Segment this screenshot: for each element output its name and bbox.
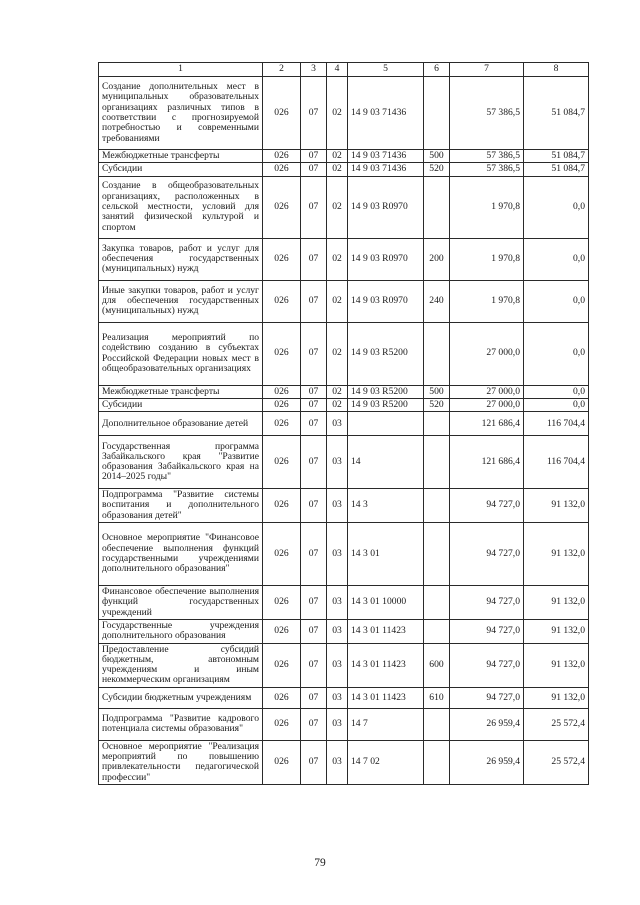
cell-pr: 02 (327, 77, 348, 150)
budget-table (98, 62, 589, 785)
budget-table-page (98, 62, 589, 785)
cell-grbs: 026 (263, 280, 301, 322)
cell-name: Субсидии бюджетным учреждениям (99, 687, 263, 708)
cell-rz: 07 (301, 436, 327, 489)
column-header: 1 (99, 63, 263, 77)
column-header: 2 (263, 63, 301, 77)
cell-csr: 14 9 03 R0970 (348, 176, 424, 238)
column-header: 5 (348, 63, 424, 77)
cell-csr: 14 9 03 R5200 (348, 385, 424, 398)
table-row (99, 176, 589, 238)
column-header: 6 (424, 63, 450, 77)
cell-grbs: 026 (263, 176, 301, 238)
cell-vr (424, 322, 450, 385)
table-row (99, 280, 589, 322)
cell-vr (424, 586, 450, 620)
table-row (99, 489, 589, 523)
cell-name: Подпрограмма "Развитие системы воспитания и дополнительного образования детей" (99, 489, 263, 523)
cell-grbs: 026 (263, 436, 301, 489)
cell-rz: 07 (301, 740, 327, 784)
cell-vr (424, 436, 450, 489)
cell-name: Предоставление субсидий бюджетным, автономным учреждениям и иным некоммерческим организациям (99, 643, 263, 687)
cell-grbs: 026 (263, 385, 301, 398)
cell-grbs: 026 (263, 708, 301, 740)
cell-sum2: 0,0 (524, 238, 589, 280)
column-header: 7 (450, 63, 524, 77)
cell-sum1: 94 727,0 (450, 489, 524, 523)
cell-grbs: 026 (263, 412, 301, 436)
cell-grbs: 026 (263, 398, 301, 411)
cell-sum2: 91 132,0 (524, 643, 589, 687)
cell-csr: 14 3 01 11423 (348, 643, 424, 687)
cell-pr: 02 (327, 150, 348, 163)
table-row (99, 163, 589, 176)
table-row (99, 619, 589, 643)
cell-vr: 200 (424, 238, 450, 280)
cell-pr: 03 (327, 708, 348, 740)
table-row (99, 436, 589, 489)
cell-rz: 07 (301, 489, 327, 523)
cell-sum2: 0,0 (524, 322, 589, 385)
cell-rz: 07 (301, 322, 327, 385)
cell-pr: 03 (327, 643, 348, 687)
cell-sum1: 94 727,0 (450, 619, 524, 643)
table-row (99, 150, 589, 163)
table-row (99, 643, 589, 687)
table-row (99, 385, 589, 398)
cell-csr (348, 412, 424, 436)
cell-sum2: 0,0 (524, 280, 589, 322)
cell-sum2: 91 132,0 (524, 619, 589, 643)
cell-sum2: 91 132,0 (524, 586, 589, 620)
cell-grbs: 026 (263, 687, 301, 708)
cell-rz: 07 (301, 398, 327, 411)
cell-vr (424, 77, 450, 150)
cell-sum1: 94 727,0 (450, 586, 524, 620)
table-row (99, 708, 589, 740)
table-row (99, 322, 589, 385)
cell-pr: 02 (327, 322, 348, 385)
cell-csr: 14 9 03 71436 (348, 163, 424, 176)
cell-sum1: 26 959,4 (450, 708, 524, 740)
cell-sum1: 27 000,0 (450, 322, 524, 385)
table-row (99, 77, 589, 150)
cell-rz: 07 (301, 643, 327, 687)
cell-sum2: 91 132,0 (524, 687, 589, 708)
cell-vr: 500 (424, 385, 450, 398)
table-row (99, 398, 589, 411)
cell-grbs: 026 (263, 322, 301, 385)
cell-csr: 14 3 01 (348, 523, 424, 586)
cell-sum1: 26 959,4 (450, 740, 524, 784)
cell-pr: 03 (327, 489, 348, 523)
cell-pr: 02 (327, 163, 348, 176)
cell-rz: 07 (301, 523, 327, 586)
cell-grbs: 026 (263, 523, 301, 586)
table-row (99, 412, 589, 436)
cell-vr (424, 523, 450, 586)
table-row (99, 586, 589, 620)
cell-sum2: 116 704,4 (524, 436, 589, 489)
cell-name: Дополнительное образование детей (99, 412, 263, 436)
cell-grbs: 026 (263, 163, 301, 176)
cell-rz: 07 (301, 586, 327, 620)
cell-csr: 14 3 01 10000 (348, 586, 424, 620)
cell-csr: 14 (348, 436, 424, 489)
cell-vr (424, 619, 450, 643)
cell-vr (424, 412, 450, 436)
cell-rz: 07 (301, 238, 327, 280)
cell-name: Создание дополнительных мест в муниципальных образовательных организациях различных типов в соответствии с прогнозируемой потребностью и современными требованиями (99, 77, 263, 150)
cell-sum2: 25 572,4 (524, 740, 589, 784)
page-number: 79 (314, 857, 326, 869)
cell-name: Государственные учреждения дополнительного образования (99, 619, 263, 643)
cell-sum1: 94 727,0 (450, 643, 524, 687)
cell-csr: 14 9 03 71436 (348, 77, 424, 150)
cell-grbs: 026 (263, 586, 301, 620)
cell-rz: 07 (301, 150, 327, 163)
cell-rz: 07 (301, 385, 327, 398)
cell-pr: 02 (327, 385, 348, 398)
column-number-row (99, 63, 589, 77)
column-header: 8 (524, 63, 589, 77)
cell-sum1: 94 727,0 (450, 523, 524, 586)
cell-sum2: 25 572,4 (524, 708, 589, 740)
cell-rz: 07 (301, 619, 327, 643)
cell-name: Создание в общеобразовательных организациях, расположенных в сельской местности, условий для занятий физической культурой и спортом (99, 176, 263, 238)
cell-grbs: 026 (263, 489, 301, 523)
cell-name: Основное мероприятие "Финансовое обеспечение выполнения функций государственными учреждениями дополнительного образования" (99, 523, 263, 586)
table-row (99, 238, 589, 280)
cell-name: Подпрограмма "Развитие кадрового потенциала системы образования" (99, 708, 263, 740)
table-row (99, 523, 589, 586)
table-row (99, 687, 589, 708)
cell-sum2: 51 084,7 (524, 163, 589, 176)
cell-grbs: 026 (263, 238, 301, 280)
cell-name: Финансовое обеспечение выполнения функций государственных учреждений (99, 586, 263, 620)
cell-pr: 02 (327, 176, 348, 238)
cell-sum1: 121 686,4 (450, 412, 524, 436)
column-header: 4 (327, 63, 348, 77)
cell-sum1: 94 727,0 (450, 687, 524, 708)
cell-sum1: 1 970,8 (450, 280, 524, 322)
cell-sum1: 27 000,0 (450, 398, 524, 411)
cell-pr: 02 (327, 238, 348, 280)
cell-pr: 03 (327, 436, 348, 489)
cell-name: Субсидии (99, 398, 263, 411)
cell-csr: 14 3 01 11423 (348, 619, 424, 643)
cell-sum2: 0,0 (524, 398, 589, 411)
cell-vr (424, 489, 450, 523)
cell-sum2: 51 084,7 (524, 150, 589, 163)
cell-sum1: 57 386,5 (450, 77, 524, 150)
cell-vr (424, 176, 450, 238)
cell-name: Иные закупки товаров, работ и услуг для обеспечения государственных (муниципальных) нужд (99, 280, 263, 322)
cell-sum1: 1 970,8 (450, 176, 524, 238)
cell-csr: 14 7 (348, 708, 424, 740)
cell-vr: 520 (424, 398, 450, 411)
cell-rz: 07 (301, 163, 327, 176)
cell-sum1: 57 386,5 (450, 163, 524, 176)
cell-rz: 07 (301, 77, 327, 150)
cell-rz: 07 (301, 176, 327, 238)
cell-pr: 03 (327, 412, 348, 436)
cell-sum1: 1 970,8 (450, 238, 524, 280)
column-header: 3 (301, 63, 327, 77)
cell-csr: 14 9 03 R5200 (348, 398, 424, 411)
cell-csr: 14 9 03 R0970 (348, 238, 424, 280)
cell-pr: 03 (327, 586, 348, 620)
cell-pr: 03 (327, 740, 348, 784)
cell-sum2: 0,0 (524, 176, 589, 238)
cell-rz: 07 (301, 687, 327, 708)
cell-vr: 600 (424, 643, 450, 687)
cell-csr: 14 7 02 (348, 740, 424, 784)
cell-sum2: 0,0 (524, 385, 589, 398)
cell-rz: 07 (301, 412, 327, 436)
cell-rz: 07 (301, 280, 327, 322)
cell-csr: 14 3 (348, 489, 424, 523)
cell-name: Государственная программа Забайкальского края "Развитие образования Забайкальского края на 2014–2025 годы" (99, 436, 263, 489)
cell-sum1: 121 686,4 (450, 436, 524, 489)
cell-csr: 14 9 03 R5200 (348, 322, 424, 385)
cell-name: Реализация мероприятий по содействию созданию в субъектах Российской Федерации новых мест в общеобразовательных организациях (99, 322, 263, 385)
cell-csr: 14 9 03 71436 (348, 150, 424, 163)
cell-sum2: 91 132,0 (524, 523, 589, 586)
cell-grbs: 026 (263, 643, 301, 687)
cell-name: Закупка товаров, работ и услуг для обеспечения государственных (муниципальных) нужд (99, 238, 263, 280)
cell-pr: 03 (327, 687, 348, 708)
cell-pr: 03 (327, 619, 348, 643)
cell-vr: 240 (424, 280, 450, 322)
cell-pr: 02 (327, 398, 348, 411)
cell-csr: 14 3 01 11423 (348, 687, 424, 708)
cell-sum1: 57 386,5 (450, 150, 524, 163)
cell-name: Основное мероприятие "Реализация мероприятий по повышению привлекательности педагогической профессии" (99, 740, 263, 784)
cell-csr: 14 9 03 R0970 (348, 280, 424, 322)
cell-grbs: 026 (263, 740, 301, 784)
cell-vr: 500 (424, 150, 450, 163)
cell-vr: 520 (424, 163, 450, 176)
cell-sum1: 27 000,0 (450, 385, 524, 398)
cell-name: Межбюджетные трансферты (99, 150, 263, 163)
cell-grbs: 026 (263, 77, 301, 150)
cell-grbs: 026 (263, 619, 301, 643)
cell-name: Субсидии (99, 163, 263, 176)
cell-pr: 02 (327, 280, 348, 322)
cell-sum2: 51 084,7 (524, 77, 589, 150)
cell-name: Межбюджетные трансферты (99, 385, 263, 398)
cell-sum2: 116 704,4 (524, 412, 589, 436)
cell-grbs: 026 (263, 150, 301, 163)
cell-vr (424, 708, 450, 740)
cell-sum2: 91 132,0 (524, 489, 589, 523)
cell-vr: 610 (424, 687, 450, 708)
table-row (99, 740, 589, 784)
cell-vr (424, 740, 450, 784)
cell-rz: 07 (301, 708, 327, 740)
cell-pr: 03 (327, 523, 348, 586)
